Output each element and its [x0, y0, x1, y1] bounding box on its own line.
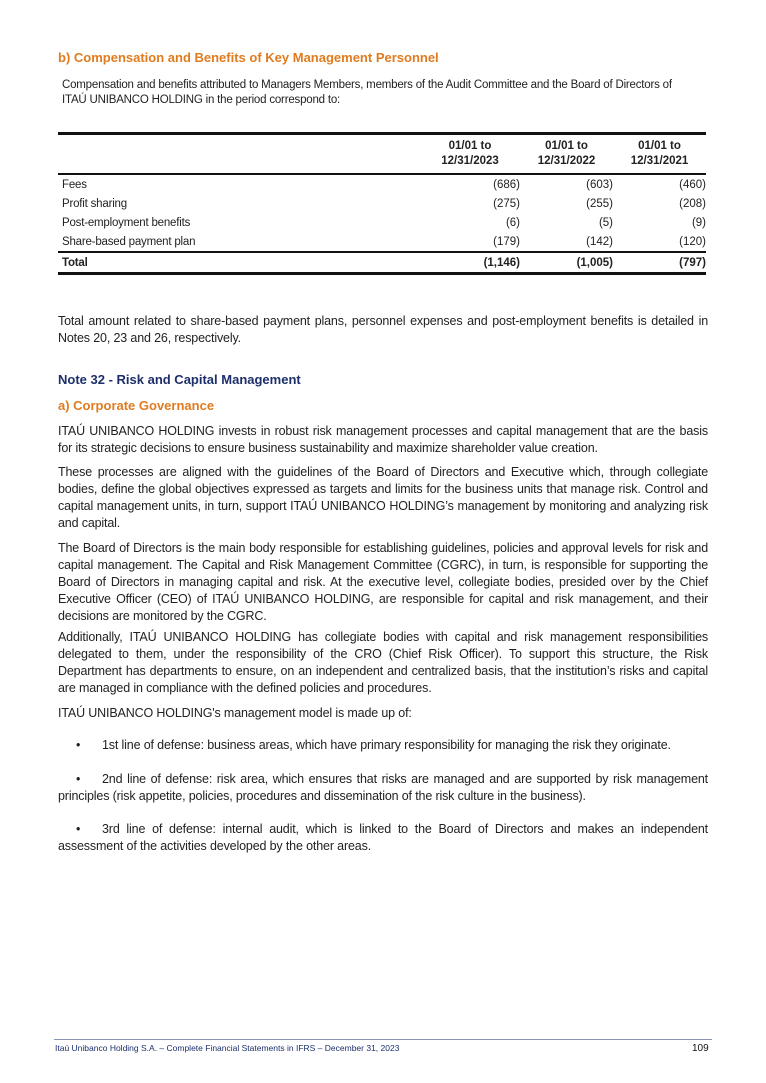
corporate-governance-heading: a) Corporate Governance	[58, 398, 215, 413]
cell-2022: (142)	[586, 235, 613, 248]
page-number: 109	[692, 1043, 709, 1054]
row-label: Post-employment benefits	[62, 216, 191, 229]
cell-2023: (6)	[505, 216, 520, 229]
cell-2022: (255)	[586, 197, 613, 210]
compensation-table	[58, 132, 706, 275]
table-row	[58, 194, 706, 213]
intro-line-1: Compensation and benefits attributed to Managers Members, members of the Audit Committee and the Board of Directors of	[62, 79, 672, 91]
column-header-2022	[520, 139, 613, 169]
total-2021: (797)	[679, 256, 706, 269]
bullet-icon: •	[76, 772, 81, 786]
row-label: Profit sharing	[62, 197, 127, 210]
cell-2021: (9)	[691, 216, 706, 229]
intro-line-2: ITAÚ UNIBANCO HOLDING in the period correspond to:	[62, 94, 341, 106]
column-header-2023	[420, 139, 520, 169]
bullet-text: 1st line of defense: business areas, which have primary responsibility for managing the risk they originate.	[102, 738, 671, 752]
paragraph: Additionally, ITAÚ UNIBANCO HOLDING has collegiate bodies with capital and risk management responsibilities delegated to them, under the responsibility of the CRO (Chief Risk Officer). To support this structure, the Risk Department has departments to ensure, on an independent and centralized basis, that the institution’s risks and capital are managed in compliance with the defined policies and procedures.	[58, 630, 708, 695]
paragraph: These processes are aligned with the guidelines of the Board of Directors and Executive which, through collegiate bodies, define the global objectives expressed as targets and limits for the business units that manage risk. Control and capital management units, in turn, support ITAÚ UNIBANCO HOLDING’s management by monitoring and analyzing risk and capital.	[58, 465, 708, 530]
table-row	[58, 175, 706, 194]
bullet-item	[58, 821, 708, 855]
bullet-item	[58, 737, 708, 754]
table-header-row	[58, 135, 706, 173]
bullet-item	[58, 771, 708, 805]
notes-reference-paragraph: Total amount related to share-based payment plans, personnel expenses and post-employment benefits is detailed in Notes 20, 23 and 26, respectively.	[58, 314, 708, 345]
cell-2022: (603)	[586, 178, 613, 191]
cell-2022: (5)	[598, 216, 613, 229]
table-row	[58, 213, 706, 232]
cell-2023: (686)	[493, 178, 520, 191]
cell-2023: (275)	[493, 197, 520, 210]
column-header-line2: 12/31/2021	[630, 155, 689, 167]
footer-text: Itaú Unibanco Holding S.A. – Complete Financial Statements in IFRS – December 31, 2023	[55, 1043, 400, 1053]
row-label: Fees	[62, 178, 87, 191]
bullet-text: 3rd line of defense: internal audit, which is linked to the Board of Directors and makes an independent assessment of the activities developed by the other areas.	[58, 822, 708, 853]
bullet-icon: •	[76, 822, 81, 836]
table-bottom-rule	[58, 272, 706, 275]
table-row	[58, 232, 706, 251]
section-b-heading: b) Compensation and Benefits of Key Management Personnel	[58, 50, 439, 65]
cell-2021: (460)	[679, 178, 706, 191]
table-total-row	[58, 253, 706, 272]
cell-2023: (179)	[493, 235, 520, 248]
footer-divider	[54, 1039, 712, 1040]
column-header-line1: 01/01 to	[545, 140, 588, 152]
total-2022: (1,005)	[576, 256, 613, 269]
bullet-text: 2nd line of defense: risk area, which ensures that risks are managed and are supported by risk management principles (risk appetite, policies, procedures and dissemination of the risk culture in the business).	[58, 772, 708, 803]
note-32-heading: Note 32 - Risk and Capital Management	[58, 372, 301, 387]
paragraph: The Board of Directors is the main body responsible for establishing guidelines, policies and approval levels for risk and capital management. The Capital and Risk Management Committee (CGRC), in turn, is responsible for supporting the Board of Directors in managing capital and risk. At the executive level, collegiate bodies, presided over by the Chief Executive Officer (CEO) of ITAÚ UNIBANCO HOLDING, are responsible for capital and risk management, and their decisions are monitored by the CGRC.	[58, 541, 708, 623]
paragraph: ITAÚ UNIBANCO HOLDING invests in robust risk management processes and capital management that are the basis for its strategic decisions to ensure business sustainability and maximize shareholder value creation.	[58, 424, 708, 455]
column-header-2021	[613, 139, 706, 169]
column-header-line1: 01/01 to	[638, 140, 681, 152]
total-2023: (1,146)	[483, 256, 520, 269]
row-label: Share-based payment plan	[62, 235, 196, 248]
cell-2021: (208)	[679, 197, 706, 210]
section-b-intro	[62, 78, 712, 108]
total-label: Total	[62, 256, 88, 269]
cell-2021: (120)	[679, 235, 706, 248]
column-header-line2: 12/31/2023	[441, 155, 499, 167]
paragraph: ITAÚ UNIBANCO HOLDING's management model is made up of:	[58, 706, 412, 720]
bullet-icon: •	[76, 738, 81, 752]
column-header-line2: 12/31/2022	[537, 155, 596, 167]
column-header-line1: 01/01 to	[448, 140, 492, 152]
